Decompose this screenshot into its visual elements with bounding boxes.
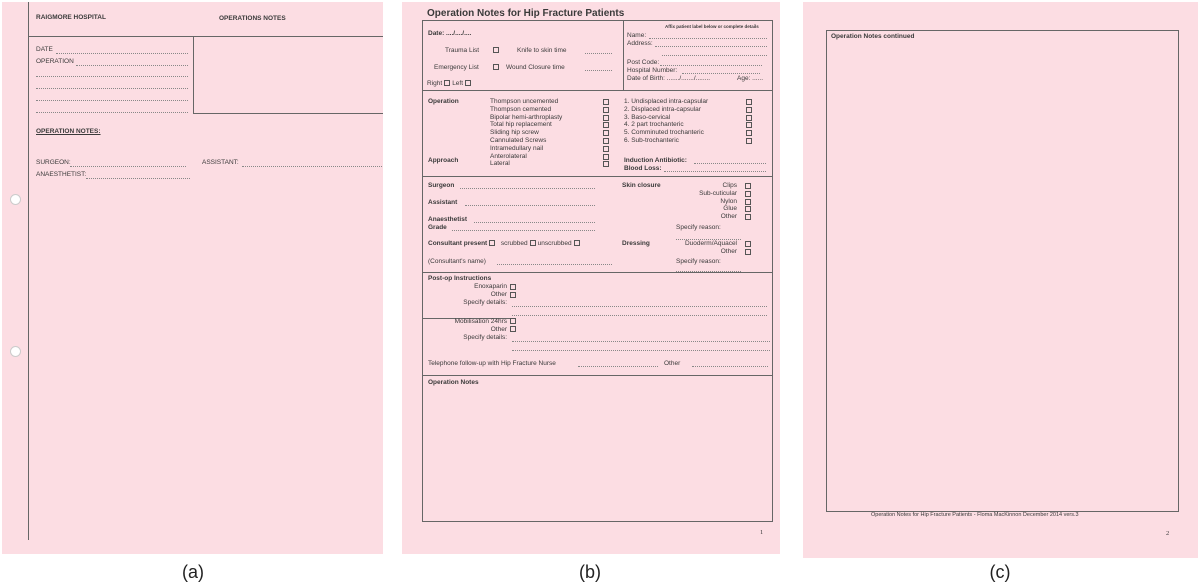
- right-label: Right: [427, 80, 443, 87]
- postop-heading: Post-op Instructions: [428, 275, 492, 282]
- operation-option-label: Thompson uncemented: [490, 98, 559, 105]
- grade-label: Grade: [428, 224, 447, 231]
- consultant-present-label: Consultant present: [428, 240, 488, 247]
- skin-closure-option-checkbox[interactable]: [745, 191, 751, 197]
- induction-antibiotic-label: Induction Antibiotic:: [624, 157, 687, 164]
- assistant-label: ASSISTANT:: [202, 159, 239, 166]
- hospital-number-field[interactable]: [682, 73, 760, 74]
- mobilisation-label: Mobilisation 24hrs: [454, 318, 507, 325]
- dressing-option-label: Other: [720, 248, 737, 255]
- skin-closure-option-label: Other: [720, 213, 737, 221]
- operation-option-checkbox[interactable]: [603, 130, 609, 136]
- dressing-label: Dressing: [622, 240, 650, 247]
- form-title: Operation Notes for Hip Fracture Patients: [427, 8, 625, 19]
- approach-option-checkbox[interactable]: [603, 161, 609, 167]
- form-b: [402, 2, 780, 554]
- date-label: DATE: [36, 46, 53, 53]
- surgeon-label: Surgeon: [428, 182, 455, 189]
- right-checkbox[interactable]: [444, 80, 450, 86]
- patient-name-field[interactable]: [649, 38, 767, 39]
- skin-closure-option-label: Clips: [722, 182, 737, 189]
- notes-heading: OPERATION NOTES:: [36, 128, 101, 135]
- skin-closure-option-label: Sub-cuticular: [699, 189, 737, 197]
- mobilisation-other-label: Other: [490, 326, 507, 333]
- grade-field[interactable]: [452, 230, 595, 231]
- operation-label: OPERATION: [36, 58, 74, 65]
- dob-field[interactable]: Date of Birth: ......./......./........: [627, 75, 711, 82]
- address-label: Address:: [627, 40, 653, 47]
- page-number: 1: [760, 529, 764, 536]
- telephone-followup-field[interactable]: [578, 366, 658, 367]
- fracture-type-label: 3. Baso-cervical: [624, 113, 671, 121]
- operation-option-label: Thompson cemented: [490, 105, 552, 113]
- blood-loss-label: Blood Loss:: [624, 165, 662, 172]
- operation-notes-heading: Operation Notes: [428, 379, 479, 386]
- assistant-field[interactable]: [242, 166, 382, 167]
- operation-option-checkbox[interactable]: [603, 122, 609, 128]
- label-a: (a): [182, 562, 204, 582]
- skin-closure-option-label: Glue: [723, 205, 737, 213]
- unscrubbed-checkbox[interactable]: [574, 240, 580, 246]
- specify-details-field[interactable]: [512, 306, 767, 307]
- wound-closure-label: Wound Closure time: [506, 64, 565, 71]
- emergency-list-checkbox[interactable]: [493, 64, 499, 70]
- mobilisation-checkbox[interactable]: [510, 318, 516, 324]
- fracture-type-checkbox[interactable]: [746, 115, 752, 121]
- operation-option-checkbox[interactable]: [603, 99, 609, 105]
- fracture-type-label: 6. Sub-trochanteric: [624, 137, 679, 144]
- mobilisation-other-checkbox[interactable]: [510, 326, 516, 332]
- telephone-other-label: Other: [664, 360, 681, 367]
- fracture-type-label: 4. 2 part trochanteric: [624, 121, 684, 129]
- punch-hole: [10, 194, 21, 205]
- skin-closure-option-checkbox[interactable]: [745, 199, 751, 205]
- anaesthetist-label: ANAESTHETIST:: [36, 171, 87, 178]
- operation-option-checkbox[interactable]: [603, 107, 609, 113]
- telephone-other-field[interactable]: [692, 366, 768, 367]
- date-field[interactable]: [56, 53, 188, 54]
- surgeon-field[interactable]: [460, 188, 595, 189]
- fracture-type-checkbox[interactable]: [746, 130, 752, 136]
- fracture-type-checkbox[interactable]: [746, 122, 752, 128]
- label-c: (c): [989, 562, 1011, 582]
- assistant-field[interactable]: [465, 205, 595, 206]
- anaesthetist-label: Anaesthetist: [428, 216, 468, 223]
- surgeon-field[interactable]: [70, 166, 186, 167]
- left-label: Left: [452, 80, 464, 87]
- operation-option-label: Sliding hip screw: [490, 129, 539, 137]
- age-field[interactable]: Age: ......: [737, 75, 764, 82]
- fracture-type-checkbox[interactable]: [746, 99, 752, 105]
- operation-option-checkbox[interactable]: [603, 138, 609, 144]
- assistant-label: Assistant: [428, 199, 458, 206]
- induction-antibiotic-field[interactable]: [694, 163, 766, 164]
- approach-option-label: Anterolateral: [490, 152, 527, 160]
- fracture-type-label: 2. Displaced intra-capsular: [624, 105, 701, 113]
- knife-to-skin-label: Knife to skin time: [517, 47, 567, 54]
- fracture-type-checkbox[interactable]: [746, 107, 752, 113]
- form-a: [2, 2, 383, 554]
- enoxaparin-checkbox[interactable]: [510, 284, 516, 290]
- hospital-number-label: Hospital Number:: [627, 67, 678, 74]
- skin-closure-option-checkbox[interactable]: [745, 206, 751, 212]
- surgeon-label: SURGEON:: [36, 159, 71, 166]
- patient-label-instruction: Affix patient label below or complete details: [665, 24, 759, 29]
- dressing-option-checkbox[interactable]: [745, 241, 751, 247]
- dressing-option-label: Duoderm/Aquacel: [684, 240, 737, 247]
- emergency-list-label: Emergency List: [434, 64, 479, 71]
- hospital-name: RAIGMORE HOSPITAL: [36, 14, 106, 21]
- blood-loss-field[interactable]: [664, 171, 766, 172]
- operation-option-label: Bipolar hemi-arthroplasty: [490, 113, 563, 121]
- footer-text: Operation Notes for Hip Fracture Patients - Floma MacKinnon December 2014 vers.3: [871, 512, 1079, 518]
- postop-other-label: Other: [490, 291, 507, 298]
- form-title: OPERATIONS NOTES: [219, 15, 286, 22]
- skin-closure-option-checkbox[interactable]: [745, 183, 751, 189]
- knife-to-skin-field[interactable]: [585, 53, 612, 54]
- post-code-label: Post Code:: [627, 59, 660, 66]
- anaesthetist-field[interactable]: [86, 178, 190, 179]
- operation-option-label: Intramedullary nail: [490, 144, 544, 152]
- mobilisation-specify-label: Specify details:: [463, 334, 507, 341]
- operation-field[interactable]: [76, 65, 188, 66]
- consultant-name-label: (Consultant's name): [428, 258, 486, 265]
- wound-closure-field[interactable]: [585, 70, 612, 71]
- operation-option-checkbox[interactable]: [603, 115, 609, 121]
- fracture-type-label: 5. Comminuted trochanteric: [624, 129, 704, 137]
- skin-closure-option-label: Nylon: [720, 197, 737, 205]
- form-c: [803, 2, 1198, 558]
- fracture-type-label: 1. Undisplaced intra-capsular: [624, 98, 709, 105]
- unscrubbed-label: unscrubbed: [537, 240, 572, 247]
- page-number: 2: [1166, 530, 1170, 537]
- form-title: Operation Notes continued: [831, 33, 915, 40]
- skin-closure-label: Skin closure: [622, 182, 661, 189]
- dressing-specify-reason-label: Specify reason:: [676, 258, 721, 265]
- consultant-name-field[interactable]: [497, 264, 612, 265]
- approach-option-label: Lateral: [490, 160, 510, 168]
- date-field[interactable]: Date: ..../..../....: [428, 30, 472, 37]
- consultant-present-checkbox[interactable]: [489, 240, 495, 246]
- telephone-followup-label: Telephone follow-up with Hip Fracture Nurse: [428, 360, 556, 367]
- operation-label: Operation: [428, 98, 459, 105]
- dressing-option-checkbox[interactable]: [745, 249, 751, 255]
- skin-closure-option-checkbox[interactable]: [745, 214, 751, 220]
- patient-name-label: Name:: [627, 32, 647, 39]
- mobilisation-specify-field[interactable]: [512, 341, 770, 342]
- dressing-specify-reason-field[interactable]: [676, 271, 741, 272]
- approach-option-checkbox[interactable]: [603, 154, 609, 160]
- consultant-present-row: [428, 240, 582, 247]
- operation-option-label: Cannulated Screws: [490, 137, 547, 144]
- side-selector: [427, 80, 473, 87]
- trauma-list-label: Trauma List: [445, 47, 480, 54]
- post-code-field[interactable]: [660, 65, 762, 66]
- punch-hole: [10, 346, 21, 357]
- scrubbed-label: scrubbed: [500, 240, 528, 247]
- trauma-list-checkbox[interactable]: [493, 47, 499, 53]
- operation-option-checkbox[interactable]: [603, 146, 609, 152]
- address-field[interactable]: [655, 46, 767, 47]
- label-b: (b): [579, 562, 601, 582]
- specify-details-label: Specify details:: [463, 299, 507, 306]
- approach-label: Approach: [428, 157, 459, 164]
- operation-option-label: Total hip replacement: [490, 121, 552, 129]
- postop-other-checkbox[interactable]: [510, 292, 516, 298]
- scrubbed-checkbox[interactable]: [530, 240, 536, 246]
- enoxaparin-label: Enoxaparin: [474, 283, 507, 290]
- fracture-type-checkbox[interactable]: [746, 138, 752, 144]
- skin-specify-reason-label: Specify reason:: [676, 224, 721, 231]
- left-checkbox[interactable]: [465, 80, 471, 86]
- anaesthetist-field[interactable]: [474, 222, 595, 223]
